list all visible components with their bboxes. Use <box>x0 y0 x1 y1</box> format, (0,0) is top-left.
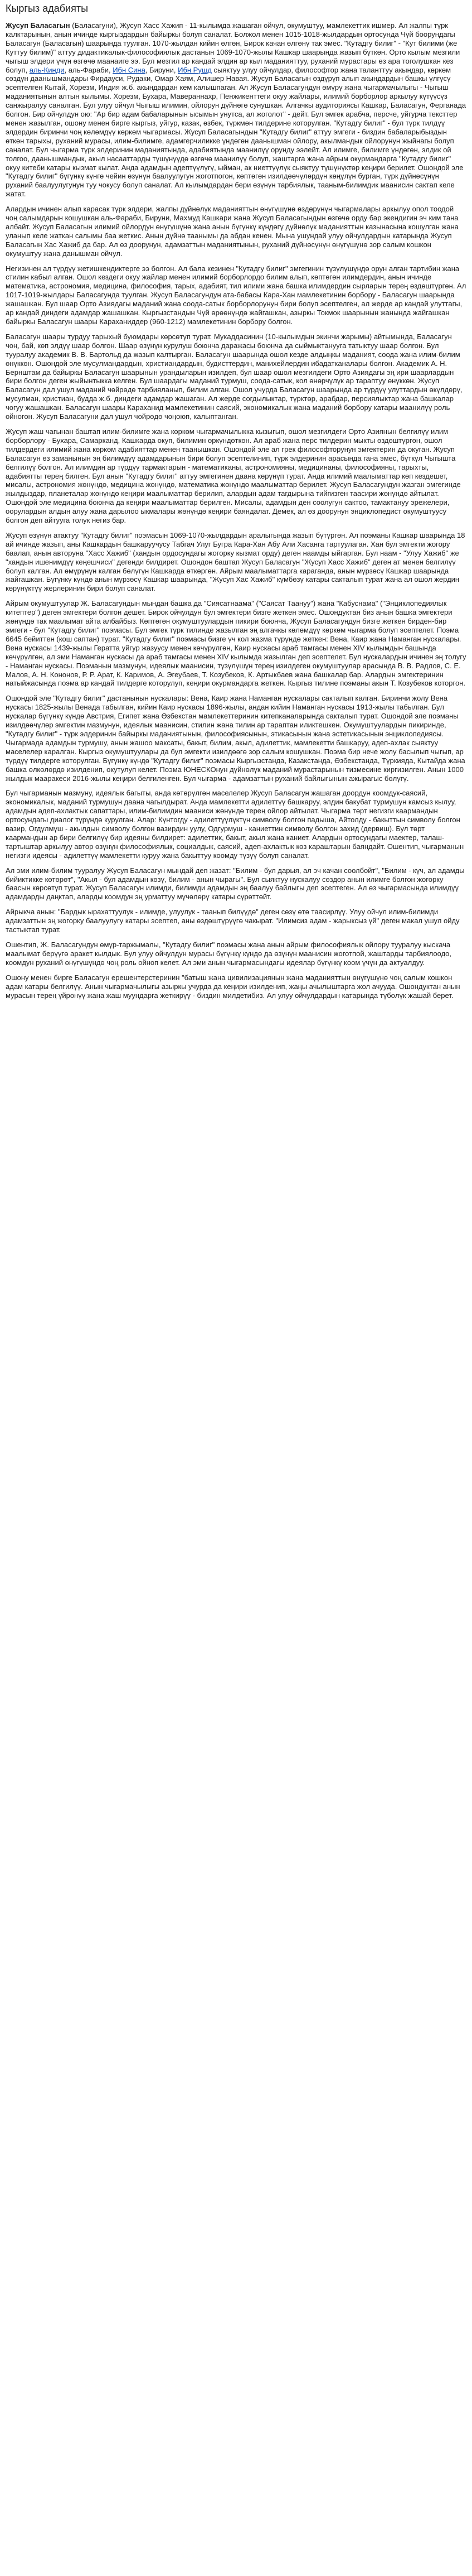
article-paragraph <box>6 908 466 934</box>
paragraph-text: Айрым окумуштуулар Ж. Баласагундын мындан башка да "Сиясатнаама" ("Саясат Таануу") жана "Кабуснама" ("Энциклопедиялык китептер") деген эмгектери болгон дешет. Бирок ойчулдун бул эмгектери бизге жеткен эмес. Ошондуктан биз анын башка эмгектери жөнүндө так маалымат айта албайбыз. Көптөгөн окумуштуулардын пикири боюнча, Жусуп Баласагундун бизге жеткен бирден-бир эмгеги - бул "Кутадгу билиг" поэмасы. Бул эмгек түрк тилинде жазылган эң алгачкы көлөмдүү көркөм чыгарма болуп эсептелет. Поэма 6645 бейиттен (кош саптан) турат. "Кутадгу билиг" поэмасы бизге үч кол жазма түрүндө жеткен: Вена, Каир жана Наманган нускалары. Вена нускасы 1439-жылы Гератта уйгур жазуусу менен көчүрүлгөн, Каир нускасы араб тамгасы менен XIV кылымдын башында көчүрүлгөн, ал эми Наманган нускасы да араб тамгасы менен XIV кылымда жазылган деп эсептелет. Бул нускалардын ичинен эң толугу - Наманган нускасы. Поэманын мазмунун, идеялык маанисин, түзүлүшүн терең изилдеген окумуштуулар арасында В. В. Радлов, С. Е. Малов, А. Н. Кононов, Р. Р. Арат, К. Каримов, А. Эгеубаев, Т. Козубеков, К. Артыкбаев жана башкалар бар. Алардын эмгектеринин натыйжасында поэма ар кандай тилдерге которулуп, кеңири окурмандарга жеткен. Кыргыз тилине поэманы акын Т. Козубеков которгон. <box>6 599 466 688</box>
paragraph-text: Ошондой эле "Кутадгу билиг" дастанынын нускалары: Вена, Каир жана Наманган нускалары сакталып калган. Биринчи жолу Вена нускасы 1825-жылы Венада табылган, кийин Каир нускасы 1896-жылы, андан кийин Наманган нускасы 1913-жылы табылган. Бул нускалар бүгүнкү күндө Австрия, Египет жана Өзбекстан мамлекеттеринин китепканаларында сакталып турат. Ошондой эле поэманы изилдөөчүлөр эмгектин мазмунун, идеялык маанисин, стилин жана тилин ар тараптан иликтешкен. Окумуштуулардын пикиринде, "Кутадгу билиг" - түрк элдеринин байыркы маданиятынын, философиясынын, этикасынын жана эстетикасынын энциклопедиясы. Чыгармада адамдын турмушу, анын жашоо максаты, бакыт, билим, акыл, адилеттик, мамлекетти башкаруу, адеп-ахлак сыяктуу маселелер каралган. Кыргыз окумуштуулары да бул эмгекти изилдөөгө зор салым кошушкан. Поэма бир нече жолу басылып чыгып, ар түрдүү тилдерге которулган. Бүгүнкү күндө "Кутадгу билиг" поэмасы Кыргызстанда, Казакстанда, Өзбекстанда, Түркияда, Кытайда жана башка өлкөлөрдө изилденип, окутулуп келет. Поэма ЮНЕСКОнун дүйнөлүк маданий мурастарынын тизмесине киргизилген. Анын 1000 жылдык мааракеси 2016-жылы кеңири белгиленген. Бул чыгарма - адамзаттын руханий байлыгынын ажырагыс бөлүгү. <box>6 694 465 783</box>
article-paragraph <box>6 694 466 783</box>
inline-link[interactable]: Ибн Рушд <box>178 65 212 74</box>
paragraph-text: Ал эми илим-билим тууралуу Жусуп Баласагун мындай деп жазат: "Билим - бул дарыя, ал эч качан соолбойт", "Билим - күч, ал адамды бийиктикке көтөрөт", "Акыл - бул адамдын көзү, билим - анын чырагы". Бул сыяктуу нускалуу сөздөр анын илимге болгон жогорку баасын көрсөтүп турат. Жусуп Баласагун илимди, билимди адамдын эң баалуу байлыгы деп эсептеген. Ал өз чыгармасында илимдүү адамдарды даңктап, аларды коомдун эң урматтуу мүчөлөрү катары сүрөттөйт. <box>6 866 465 901</box>
article-paragraph <box>6 205 466 258</box>
inline-link[interactable]: аль-Кинди <box>29 65 65 74</box>
article-paragraph <box>6 973 466 1000</box>
article-paragraph <box>6 264 466 326</box>
article-paragraph <box>6 866 466 902</box>
paragraph-text: Бул чыгарманын мазмуну, идеялык багыты, анда көтөрүлгөн маселелер Жусуп Баласагун жашаган доордун коомдук-саясий, экономикалык, маданий турмушун даана чагылдырат. Анда мамлекетти адилеттүү башкаруу, элдин бакубат турмушун камсыз кылуу, адамдын адеп-ахлактык сапаттары, илим-билимдин мааниси жөнүндө терең ойлор айтылат. Чыгарма төрт негизги каармандын ортосундагы диалог түрүндө курулган. Алар: Күнтогду - адилеттүүлүктүн символу болгон падыша, Айтолду - бакыттын символу болгон вазир, Огдүлмүш - акылдын символу болгон вазирдин уулу, Одгурмуш - каниеттин символу болгон захид (дервиш). Бул төрт каармандын ар бири белгилүү бир идеяны билдирет: адилеттик, бакыт, акыл жана каниет. Алардын ортосундагы маектер, талаш-тартыштар аркылуу автор өзүнүн философиялык, социалдык, саясий, адеп-ахлактык көз караштарын баяндайт. Ошентип, чыгарманын негизги идеясы - адилеттүү мамлекетти куруу жана бакыттуу коомду түзүү болуп саналат. <box>6 789 464 860</box>
paragraph-text: Баласагун шаары турдуу тарыхый буюмдары көрсөтүп турат. Мукаддасинин (10-кылымдын экинчи жарымы) айтымында, Баласагун чоң, бай, көп элдүү шаар болгон. Шаар өзүнүн курулуш боюнча даражасы боюнча да сыймыктанууга татыктуу шаар болгон. Бул тууралуу академик В. В. Бартольд да жазып калтырган. Баласагун шаарында ошол кезде алдыңкы маданият, соода жана илим-билим өнүккөн. Ошондой эле мусулмандардын, христиандардын, будисттердин, манихейлердин ибадатканалары болгон. Академик А. Н. Бернштам да байыркы Баласагун шаарынын урандыларын изилдеп, бул шаар ошол мезгилдеги Орто Азиядагы эң ири шаарлардын бири болгон деген жыйынтыкка келген. Бул шаардагы маданий турмуш, соода-сатык, кол өнөрчүлүк ар тараптуу өнүккөн. Жусуп Баласагун дал ушул маданий чөйрөдө тарбияланып, билим алган. Ошол учурда Баласагун шаарында ар түрдүү улуттардын өкүлдөрү, мусулман, христиан, будда ж.б. диндеги адамдар жашаган. Ал жерде согдылыктар, түрктөр, арабдар, персиялыктар жана башкалар чогуу жашашкан. Баласагун шаары Караханид мамлекетинин саясий, экономикалык жана маданий борбору катары маанилүү роль ойногон. Жусуп Баласагуни дал ушул чөйрөдө чоңоюп, калыптанган. <box>6 332 463 421</box>
article-paragraph <box>6 427 466 525</box>
article-paragraph <box>6 332 466 421</box>
article-paragraph <box>6 531 466 593</box>
paragraph-text: Айрыкча анын: "Бардык ырахаттуулук - илимде, улуулук - таанып билүүдө" деген сөзү өтө таасирлүү. Улуу ойчул илим-билимди адамзаттын эң жогорку баалуулугу катары эсептеп, аны өздөштүрүүгө чакырат. "Илимсиз адам - жарыксыз үй" деген макал ушул ойду тастыктап турат. <box>6 908 460 934</box>
paragraph-text: Ошону менен бирге Баласагун ерешентерстеринин "батыш жана цивилизациянын жана маданияттын өнүгүшүнө чоң салым кошкон адам катары белгилүү. Анын чыгармачылыгы азыркы учурда да кеңири изилденип, жаңы ачылыштарга жол ачууда. Ошондуктан анын мурасын терең үйрөнүү жана жаш муундарга жеткирүү - биздин милдетибиз. Ал улуу ойчулдардын катарында түбөлүк жашай берет. <box>6 973 460 1000</box>
article-paragraph <box>6 599 466 688</box>
inline-link[interactable]: Ибн Сина <box>113 65 145 74</box>
paragraph-text: Алардын ичинен алып карасак түрк элдери, жалпы дүйнөлүк маданияттын өнүгүшүнө өздөрүнүн чыгармалары аркылуу опол тоодой чоң салымдарын кошушкан аль-Фараби, Бируни, Махмуд Кашкари жана Жусуп Баласагындын өзгөчө орду бар экендигин эч ким тана албайт. Жусуп Баласагын илимий ойлордун өнүгүшүнө жана анын бүгүнкү күндөгү дүйнөлүк маданияттын казынасына кошулган жана уланып келе жаткан салымы баа жеткис. Анын дүйнө таанымы да абдан кенен. Мына ушундай улуу ойчулдардын катарында Жусуп Баласагын Хас Хажиб да бар. Ал өз доорунун, адамзаттын маданиятынын, руханий дүйнөсүнүн өнүгүшүнө зор салым кошкон окумуштуу жана данышман ойчул. <box>6 205 459 258</box>
article-paragraph <box>6 940 466 967</box>
page-title: Кыргыз адабияты <box>6 3 89 14</box>
article-paragraph <box>6 789 466 860</box>
paragraph-text: Ошентип, Ж. Баласагундун өмүр-таржымалы, "Кутадгу билиг" поэмасы жана анын айрым философиялык ойлору тууралуу кыскача маалымат берүүгө аракет кылдык. Бул улуу ойчулдун мурасы бүгүнкү күндө да өзүнүн маанисин жоготпой, жаштарды тарбиялоодо, коомдун руханий өнүгүшүндө чоң роль ойноп келет. Ал эми анын чыгармасындагы идеялар бүгүнкү коом үчүн да актуалдуу. <box>6 940 452 967</box>
paragraph-text: , аль-Фараби, <box>64 65 113 74</box>
subject-name: Жусуп Баласагын <box>6 21 70 30</box>
paragraph-text: Жусуп жаш чагынан баштап илим-билимге жана көркөм чыгармачылыкка кызыгып, ошол мезгилдеги Орто Азиянын белгилүү илим борборлору - Бухара, Самарканд, Кашкарда окуп, билимин өркүндөткөн. Ал араб жана перс тилдерин мыкты өздөштүргөн, ошол тилдердеги илимий жана көркөм адабияттар менен таанышкан. Ошондой эле ал грек философторунун эмгектерин да окуган. Жусуп Баласагун өз заманынын эң билимдүү адамдарынын бири болуп эсептелинип, түрк элдеринин арасында гана эмес, бүткүл Чыгышта белгилүү болгон. Ал илимдин ар түрдүү тармактарын - математиканы, астрономияны, медицинаны, философияны, тарыхты, адабиятты терең билген. Бул анын "Кутадгу билиг" аттуу эмгегинен даана көрүнүп турат. Анда илимий маалыматтар көп кездешет, мисалы, астрономия жөнүндө, медицина жөнүндө, математика жөнүндө маалыматтар берилет. Жусуп Баласагундун жазган эмгегинде жылдыздар, планеталар жөнүндө кеңири маалыматтар берилип, алардын адам тагдырына тийгизген таасири жөнүндө айтылат. Ошондой эле медицина боюнча да кеңири маалыматтар берилген. Мисалы, адамдын ден соолугун сактоо, тамактануу эрежелери, оорулардын алдын алуу жана дарылоо ыкмалары жөнүндө кеңири баяндалат. Демек, ал өз доорунун энциклопедист окумуштуусу болгон деп айтууга толук негиз бар. <box>6 427 461 525</box>
paragraph-text: Жусуп өзүнүн атактуу "Кутадгу билиг" поэмасын 1069-1070-жылдардын аралыгында жазып бүтүргөн. Ал поэманы Кашкар шаарында 18 ай ичинде жазып, аны Кашкардын башкаруучусу Табгач Улуг Бугра Кара-Хан Абу Али Хасанга тартуулаган. Хан бул эмгекти жогору баалап, анын авторуна "Хасс Хажиб" (хандын ордосундагы жогорку кызмат орду) деген наамды ыйгарган. Бул наам - "Улуу Хажиб" же "хандын ишенимдүү кеңешчиси" дегенди билдирет. Ошондон баштап Жусуп Баласагун "Жусуп Хасс Хажиб" деген ат менен белгилүү болуп калган. Ал өмүрүнүн калган бөлүгүн Кашкарда өткөргөн. Айрым маалыматтарга караганда, анын мүрзөсү Кашкар шаарында жайгашкан. Бүгүнкү күндө анын мүрзөсү Кашкар шаарында, "Жусуп Хас Хажиб" күмбөзү катары сакталып турат жана ал ошол жердин көрүнүктүү жерлеринин бири болуп саналат. <box>6 530 465 593</box>
article-paragraph <box>6 21 466 199</box>
paragraph-text: (Баласагуни), Жусуп Хасс Хажип - 11-кылымда жашаган ойчул, окумуштуу, мамлекеттик ишмер. Ал жалпы түрк калктарынын, анын ичинде кыргыздардын байыркы болуп саналат. Болжол менен 1015-1018-жылдардын ортосунда Чүй боорундагы Баласагун (Баласагын) шаарында туулган. 1070-жылдан кийин өлгөн, Бирок качан өлгөнү так эмес. "Кутадгу билиг" - "Кут билими (же Куттуу билим)" аттуу дидактикалык-философиялык дастанын 1069-1070-жылы Кашкар шаарында жазып бүткөн. Орто кылым мезгили чыгыш элдери үчүн өзгөчө маанаиге ээ. Бул мезгил ар кандай элдин ар кыл маданияттуу, руханий мурастары өз ара тоголушкан кез болуп, <box>6 21 460 74</box>
paragraph-text: Негизинен ал түрдүү жетишкендиктерге ээ болгон. Ал бала кезинен "Кутадгу билиг" эмгегинин түзүлүшүндө орун алган тартибин жана стилин кабыл алган. Ошол кездеги окуу жайлар менен илимий борборлордо билим алып, көптөгөн илимдердин, анын ичинде математика, астрономия, медицина, философия, тарых, адабият, тил илими жана башка илимдердин сырларын терең өздөштүргөн. Ал 1017-1019-жылдары Баласагунда туулган. Жусуп Баласагундун ата-бабасы Кара-Хан мамлекетинин борбору - Баласагун шаарында жашашкан. Бул шаар Орто Азиядагы маданий жана соода-сатык борборлорунун бири болуп эсептелген, ал жерде ар кандай улуттагы, ар кандай диндеги адамдар жашашкан. Кыргызстандын Чүй өрөөнүндө жайгашкан, азыркы Токмок шаарынын жанында жайгашкан байыркы Баласагун шаары Караханиддер (960-1212) мамлекетинин борбору болгон. <box>6 264 466 326</box>
paragraph-text: сыяктуу улуу ойчулдар, философтор жана таланттуу акындар, көркөм сөздүн даанышмандары Фирдауси, Рудаки, Омар Хаям, Алишер Навая. Жусуп Баласагын өздүрүп алып акындардын башкы үлгүсү эсептелген Кытай, Хорезм, Индия ж.б. акындардан кем калышпаган. Ал Жусуп Баласагундун өмүрү жана чыгармачылыгы - Чыгыш маданиятынын алтын кылымы. Хорезм, Бухара, Мавераннахр, Пенжикенттеги окуу жайлары, илимий борборлор аркылуу күтүүсүз санжыралуу саналган. Бул улуу ойчул Чыгыш илимин, ойлорун дүйнөгө сунушкан. Алгачкы аудиториясы Кашкар, Баласагун, Ферганада болгон. Бир ойчулдун ою: "Ар бир адам бабаларынын ысымын унутса, ал жоголот" - дейт. Бул эмгек арабча, персче, уйгурча тексттер менен жазылган, ошону менен бирге кыргыз, уйгур, казак, өзбек, түркмөн тилдерине которулган. "Кутадгу билиг" - бул түрк тилдүү элдердин биринчи чоң көлөмдүү көркөм чыгармасы. Жусуп Баласагындын "Кутадгу билиг" аттуу эмгеги - биздин бабаларыбыздын өткөн тарыхы, руханий мурасы, илим-билимге, адамгерчиликке үндөгөн даанышман ойлору, акылмандык ойлорунун жыйнагы болуп саналат. Бул чыгарма түрк элдеринин маданиятында, адабиятында маанилүү орунду ээлейт. Ал илимге, билимге үндөгөн, элдик ой толгоо, даанышмандык, акыл насааттарды түшүнүүдө өзгөчө маанилүү болуп, жаштарга жана айрым окурмандарга "Кутадгу билиг" окуу китеби катары кызмат кылат. Анда адамдын адептүүлүгү, ыйман, ак ниеттүүлүк сыяктуу түшүнүктөр кеңири берилет. Ошондой эле "Кутадгу билиг" бүгүнкү күнгө чейин өзүнүн баалуулугун жоготпогон, көптөгөн изилдөөчүлөрдүн көңүлүн бурган, түрк дүйнөсүнүн руханий баалуулугунун туу чокусу болуп саналат. Ал кылымдардан бери өзүнүн тарбиялык, тааным-билимдик маанисин сактап келе жатат. <box>6 65 466 199</box>
paragraph-text: , Бируни, <box>145 65 178 74</box>
article-body <box>6 21 466 1000</box>
